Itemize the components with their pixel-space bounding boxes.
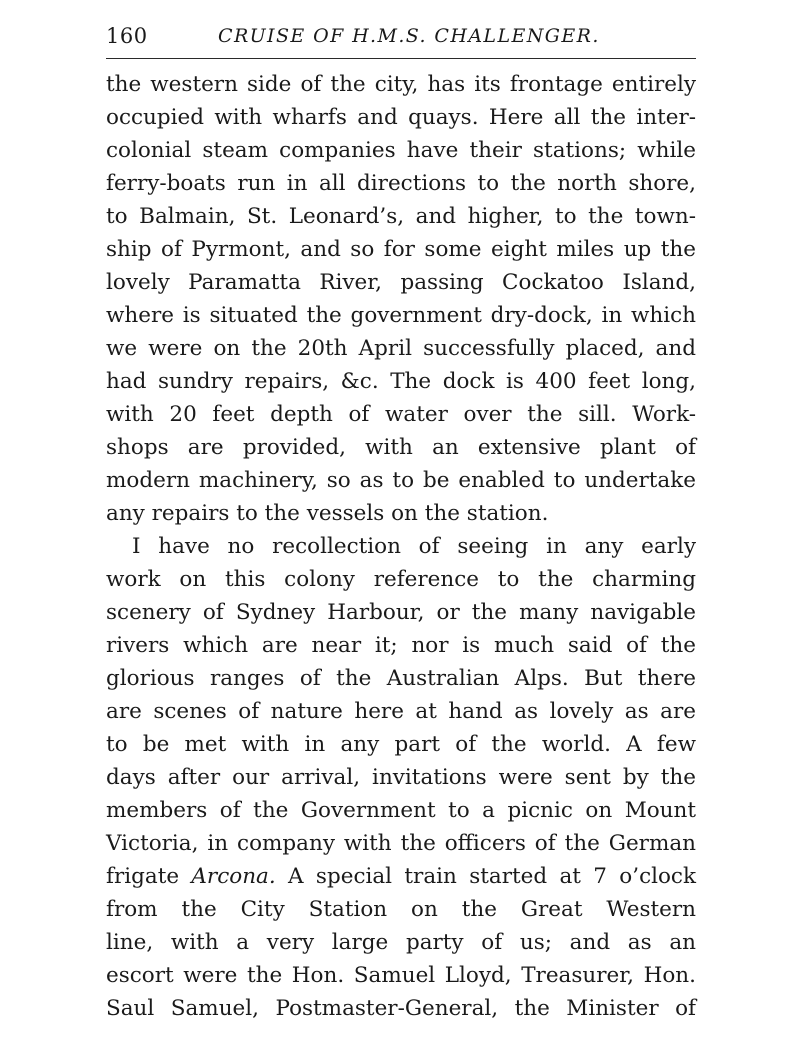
page-number: 160 (106, 24, 148, 48)
text-line: colonial steam companies have their stations; while (106, 138, 696, 163)
running-head (106, 20, 696, 52)
text-run: frigate (106, 864, 192, 889)
text-line: glorious ranges of the Australian Alps. But there (106, 666, 696, 691)
text-line: to Balmain, St. Leonard’s, and higher, to the town- (106, 204, 696, 229)
text-line: lovely Paramatta River, passing Cockatoo Island, (106, 270, 696, 295)
text-line: where is situated the government dry-dock, in which (106, 303, 696, 328)
text-line: we were on the 20th April successfully placed, and (106, 336, 696, 361)
text-line: Saul Samuel, Postmaster-General, the Minister of (106, 996, 696, 1021)
text-run: A special train started at 7 o’clock (275, 864, 696, 889)
text-line: modern machinery, so as to be enabled to undertake (106, 468, 696, 493)
text-line: days after our arrival, invitations were sent by the (106, 765, 696, 790)
body-text (106, 68, 696, 1025)
text-line: from the City Station on the Great Western (106, 897, 696, 922)
text-line: line, with a very large party of us; and as an (106, 930, 696, 955)
text-line: occupied with wharfs and quays. Here all the inter- (106, 105, 696, 130)
text-line: escort were the Hon. Samuel Lloyd, Treasurer, Hon. (106, 963, 696, 988)
ship-name-italic: Arcona. (191, 864, 276, 889)
text-line: scenery of Sydney Harbour, or the many navigable (106, 600, 696, 625)
text-line: members of the Government to a picnic on Mount (106, 798, 696, 823)
text-line: ship of Pyrmont, and so for some eight miles up the (106, 237, 696, 262)
text-line: ferry-boats run in all directions to the north shore, (106, 171, 696, 196)
text-line: had sundry repairs, &c. The dock is 400 feet long, (106, 369, 696, 394)
text-line: work on this colony reference to the charming (106, 567, 696, 592)
text-line: with 20 feet depth of water over the sill. Work- (106, 402, 696, 427)
text-line-mixed (106, 860, 696, 893)
text-line: are scenes of nature here at hand as lovely as are (106, 699, 696, 724)
text-line: Victoria, in company with the officers of the German (106, 831, 696, 856)
header-rule (106, 58, 696, 59)
running-title: CRUISE OF H.M.S. CHALLENGER. (218, 25, 600, 47)
text-line: the western side of the city, has its frontage entirely (106, 72, 696, 97)
paragraph-first-line: I have no recollection of seeing in any early (132, 534, 696, 559)
text-line: any repairs to the vessels on the station. (106, 501, 549, 526)
text-line: to be met with in any part of the world. A few (106, 732, 696, 757)
text-line: shops are provided, with an extensive plant of (106, 435, 696, 460)
text-line: rivers which are near it; nor is much said of the (106, 633, 696, 658)
